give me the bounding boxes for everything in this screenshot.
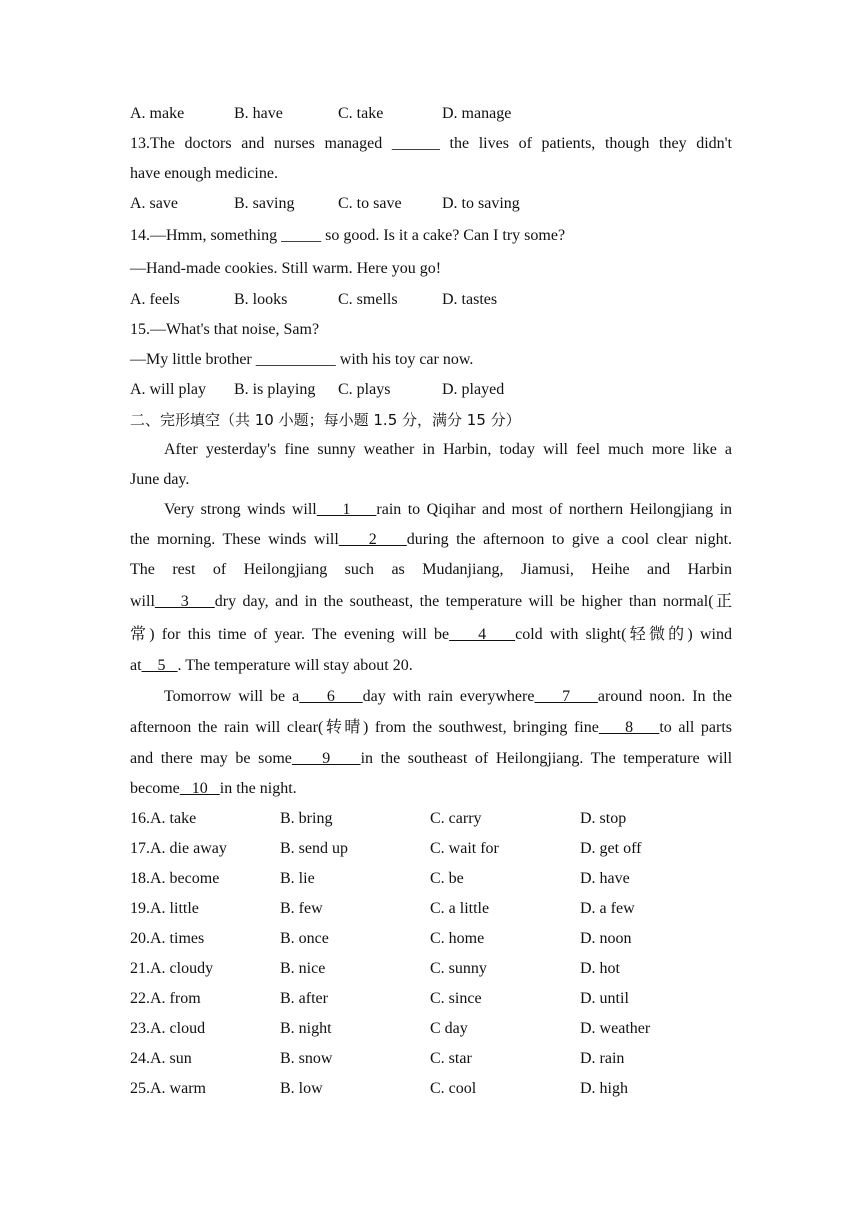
- option-c: C. take: [338, 105, 384, 122]
- text-segment: at: [130, 657, 142, 674]
- option-row: [130, 1074, 732, 1104]
- option-c: C. to save: [338, 195, 402, 212]
- option-c: C. home: [430, 930, 485, 947]
- option-a: 19.A. little: [130, 900, 199, 917]
- option-a: 24.A. sun: [130, 1050, 192, 1067]
- option-b: B. have: [234, 105, 283, 122]
- option-row: [130, 924, 732, 954]
- option-c: C day: [430, 1020, 468, 1037]
- option-b: B. lie: [280, 870, 315, 887]
- passage-line: [130, 774, 732, 804]
- option-d: D. stop: [580, 810, 627, 827]
- option-c: C. a little: [430, 900, 490, 917]
- option-c: C. smells: [338, 291, 398, 308]
- passage-line: The rest of Heilongjiang such as Mudanjiang, Jiamusi, Heihe and Harbin: [130, 561, 732, 578]
- option-b: B. night: [280, 1020, 332, 1037]
- text-segment: and there may be some: [130, 750, 292, 767]
- passage-line: [130, 743, 732, 774]
- option-row: [130, 894, 732, 924]
- text-segment: will: [130, 593, 155, 610]
- option-row: [130, 954, 732, 984]
- option-row: [130, 984, 732, 1014]
- text-segment: Tomorrow will be a: [164, 688, 300, 705]
- q15-options: [130, 375, 732, 405]
- q14-stem: 14.—Hmm, something _____ so good. Is it a cake? Can I try some?: [130, 227, 566, 244]
- option-a: A. save: [130, 195, 178, 212]
- option-d: D. played: [442, 381, 505, 398]
- option-a: 18.A. become: [130, 870, 220, 887]
- option-c: C. since: [430, 990, 482, 1007]
- q13-stem: 13.The doctors and nurses managed ______ the lives of patients, though they didn't: [130, 135, 732, 152]
- blank-4: 4: [449, 626, 516, 643]
- passage-line: [130, 712, 732, 743]
- option-c: C. be: [430, 870, 464, 887]
- passage-line: [130, 681, 732, 712]
- option-d: D. hot: [580, 960, 620, 977]
- text-segment: around noon. In the: [597, 688, 732, 705]
- option-row: [130, 864, 732, 894]
- blank-6: 6: [299, 688, 363, 705]
- text-segment: the morning. These winds will: [130, 531, 339, 548]
- option-b: B. once: [280, 930, 329, 947]
- option-d: D. to saving: [442, 195, 520, 212]
- option-b: B. bring: [280, 810, 333, 827]
- passage-line: June day.: [130, 471, 190, 488]
- option-d: D. get off: [580, 840, 642, 857]
- option-c: C. carry: [430, 810, 482, 827]
- q14-reply: —Hand-made cookies. Still warm. Here you go!: [130, 260, 442, 277]
- option-b: B. snow: [280, 1050, 333, 1067]
- passage-line: [130, 585, 732, 618]
- option-a: 17.A. die away: [130, 840, 227, 857]
- option-b: B. few: [280, 900, 323, 917]
- text-segment: . The temperature will stay about 20.: [177, 657, 413, 674]
- text-segment: rain to Qiqihar and most of northern Heilongjiang in: [376, 501, 733, 518]
- text-segment: during the afternoon to give a cool clear night.: [406, 531, 733, 548]
- option-b: B. looks: [234, 291, 288, 308]
- q12-options: [130, 99, 732, 129]
- q15-stem: 15.—What's that noise, Sam?: [130, 321, 320, 338]
- blank-7: 7: [534, 688, 598, 705]
- text-segment: become: [130, 780, 180, 797]
- text-segment: Very strong winds will: [164, 501, 317, 518]
- option-a: 21.A. cloudy: [130, 960, 214, 977]
- option-b: B. nice: [280, 960, 326, 977]
- option-d: D. rain: [580, 1050, 625, 1067]
- option-a: 20.A. times: [130, 930, 205, 947]
- option-d: D. high: [580, 1080, 628, 1097]
- option-a: 25.A. warm: [130, 1080, 206, 1097]
- cloze-options: [130, 804, 732, 1104]
- text-segment: in the night.: [219, 780, 297, 797]
- blank-3: 3: [154, 593, 215, 610]
- passage-line: [130, 618, 732, 651]
- option-a: A. make: [130, 105, 185, 122]
- option-c: C. star: [430, 1050, 472, 1067]
- q13-stem-cont: have enough medicine.: [130, 165, 278, 182]
- option-a: A. feels: [130, 291, 180, 308]
- passage-line: After yesterday's fine sunny weather in Harbin, today will feel much more like a: [164, 441, 732, 458]
- option-d: D. a few: [580, 900, 635, 917]
- option-c: C. sunny: [430, 960, 487, 977]
- exam-page: [130, 99, 732, 1104]
- text-segment: day with rain everywhere: [362, 688, 535, 705]
- option-b: B. is playing: [234, 381, 316, 398]
- option-row: [130, 834, 732, 864]
- option-a: 23.A. cloud: [130, 1020, 206, 1037]
- option-c: C. cool: [430, 1080, 477, 1097]
- option-row: [130, 804, 732, 834]
- cloze-passage: [130, 435, 732, 804]
- option-d: D. have: [580, 870, 630, 887]
- option-c: C. plays: [338, 381, 391, 398]
- text-segment: in the southeast of Heilongjiang. The temperature will: [360, 750, 733, 767]
- option-a: 16.A. take: [130, 810, 197, 827]
- option-d: D. until: [580, 990, 629, 1007]
- q13-options: [130, 189, 732, 219]
- option-a: A. will play: [130, 381, 206, 398]
- option-d: D. noon: [580, 930, 632, 947]
- option-d: D. manage: [442, 105, 512, 122]
- text-segment: cold with slight(轻微的) wind: [515, 626, 732, 643]
- passage-line: [130, 651, 732, 681]
- option-d: D. weather: [580, 1020, 651, 1037]
- option-b: B. low: [280, 1080, 323, 1097]
- option-row: [130, 1014, 732, 1044]
- q15-reply: —My little brother __________ with his toy car now.: [130, 351, 474, 368]
- blank-10: 10: [179, 780, 220, 797]
- passage-line: [130, 495, 732, 525]
- option-d: D. tastes: [442, 291, 498, 308]
- blank-9: 9: [291, 750, 361, 767]
- option-b: B. saving: [234, 195, 295, 212]
- text-segment: dry day, and in the southeast, the temperature will be higher than normal(正: [214, 593, 733, 610]
- option-row: [130, 1044, 732, 1074]
- blank-5: 5: [141, 657, 178, 674]
- text-segment: afternoon the rain will clear(转晴) from the southwest, bringing fine: [130, 719, 599, 736]
- text-segment: 常) for this time of year. The evening will be: [130, 626, 450, 643]
- option-a: 22.A. from: [130, 990, 201, 1007]
- section-title: 二、完形填空（共 10 小题；每小题 1.5 分，满分 15 分）: [130, 411, 521, 429]
- passage-line: [130, 525, 732, 555]
- option-b: B. after: [280, 990, 328, 1007]
- option-b: B. send up: [280, 840, 348, 857]
- q14-options: [130, 285, 732, 315]
- option-c: C. wait for: [430, 840, 499, 857]
- blank-1: 1: [316, 501, 377, 518]
- text-segment: to all parts: [659, 719, 732, 736]
- blank-8: 8: [598, 719, 660, 736]
- blank-2: 2: [338, 531, 407, 548]
